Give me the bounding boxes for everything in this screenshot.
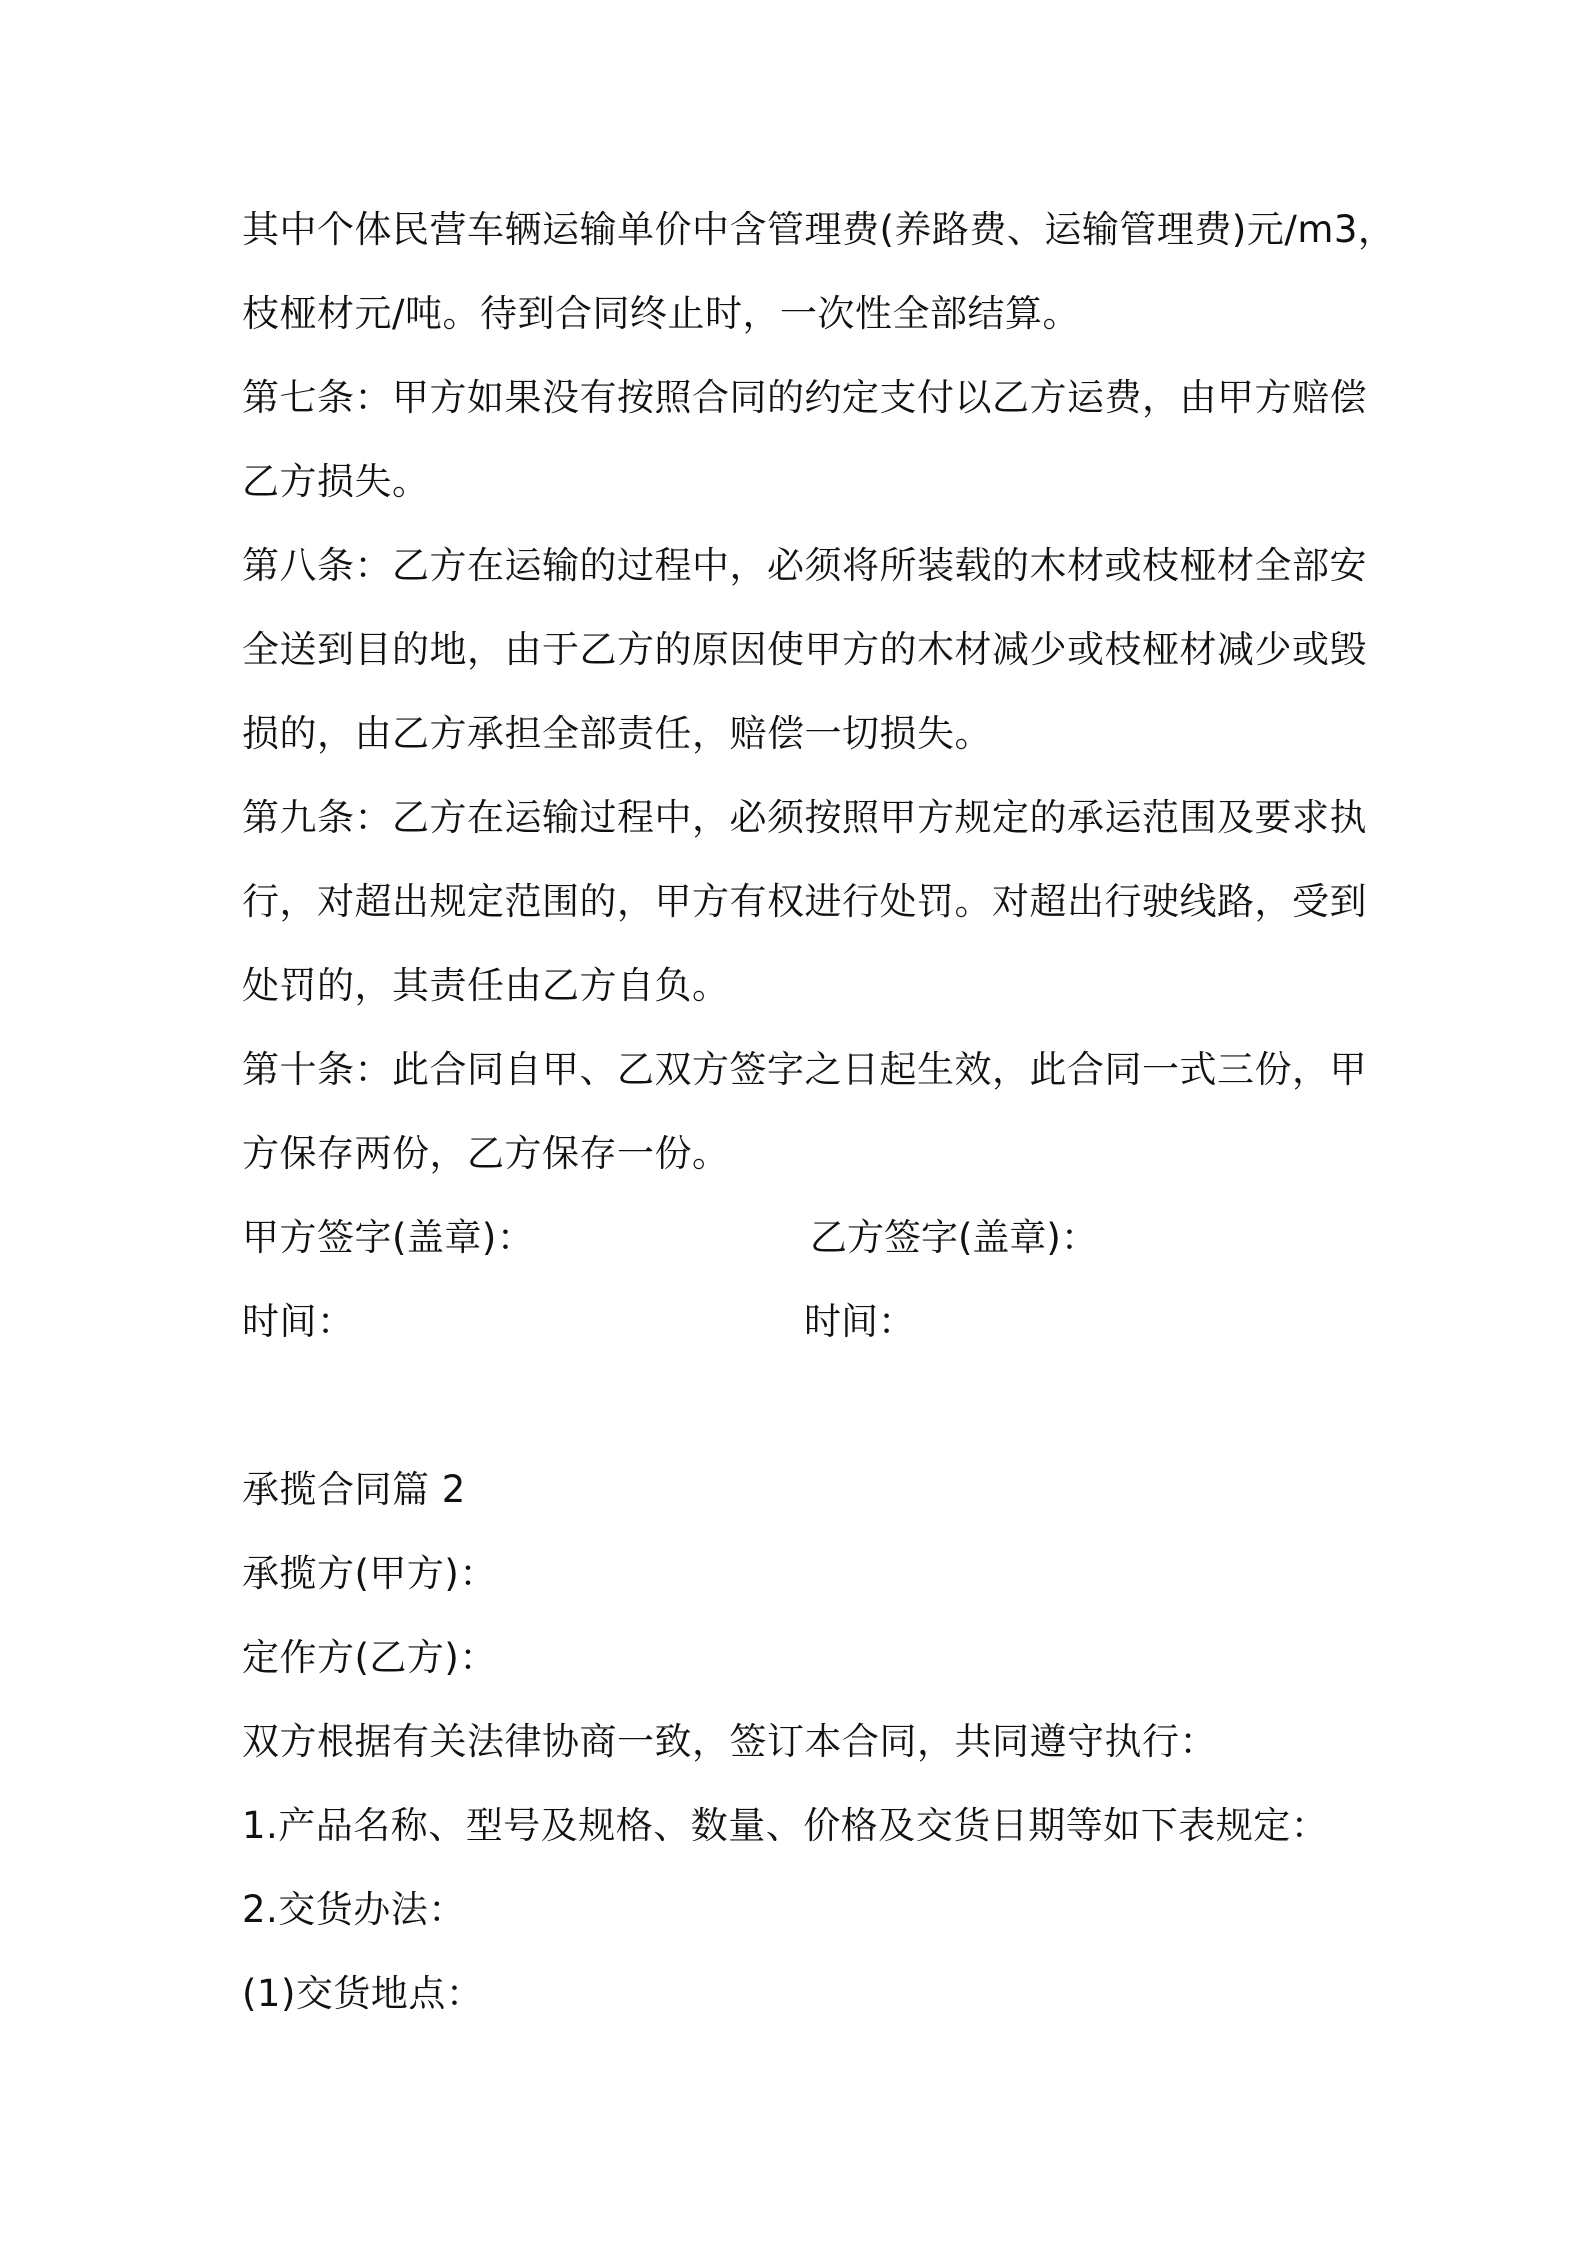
orderer-party-b-label: 定作方(乙方)： bbox=[242, 1636, 497, 1679]
clause-2-1-delivery-location: (1)交货地点： bbox=[242, 1972, 484, 2015]
party-b-time-label: 时间： bbox=[804, 1300, 915, 1343]
contract2-title: 承揽合同篇 2 bbox=[242, 1468, 466, 1511]
contract2-preamble: 双方根据有关法律协商一致，签订本合同，共同遵守执行： bbox=[242, 1720, 1217, 1763]
party-b-signature-label: 乙方签字(盖章)： bbox=[810, 1216, 1098, 1259]
contractor-party-a-label: 承揽方(甲方)： bbox=[242, 1552, 497, 1595]
clause-1-products: 1.产品名称、型号及规格、数量、价格及交货日期等如下表规定： bbox=[242, 1804, 1329, 1847]
article-7-line-1: 第七条：甲方如果没有按照合同的约定支付以乙方运费，由甲方赔偿 bbox=[242, 376, 1367, 419]
clause-2-delivery: 2.交货办法： bbox=[242, 1888, 466, 1931]
article-9-line-2: 行，对超出规定范围的，甲方有权进行处罚。对超出行驶线路，受到 bbox=[242, 880, 1367, 923]
party-a-signature-label: 甲方签字(盖章)： bbox=[242, 1216, 535, 1259]
article-10-line-2: 方保存两份，乙方保存一份。 bbox=[242, 1132, 730, 1175]
party-a-time-label: 时间： bbox=[242, 1300, 355, 1343]
article-8-line-3: 损的，由乙方承担全部责任，赔偿一切损失。 bbox=[242, 712, 992, 755]
article-8-line-1: 第八条：乙方在运输的过程中，必须将所装载的木材或枝桠材全部安 bbox=[242, 544, 1367, 587]
article-10-line-1: 第十条：此合同自甲、乙双方签字之日起生效，此合同一式三份，甲 bbox=[242, 1048, 1367, 1091]
article-8-line-2: 全送到目的地，由于乙方的原因使甲方的木材减少或枝桠材减少或毁 bbox=[242, 628, 1367, 671]
article-9-line-1: 第九条：乙方在运输过程中，必须按照甲方规定的承运范围及要求执 bbox=[242, 796, 1367, 839]
article-7-line-2: 乙方损失。 bbox=[242, 460, 430, 503]
contract1-line-1: 其中个体民营车辆运输单价中含管理费(养路费、运输管理费)元/m3， bbox=[242, 208, 1396, 251]
contract1-line-2: 枝桠材元/吨。待到合同终止时，一次性全部结算。 bbox=[242, 292, 1080, 335]
article-9-line-3: 处罚的，其责任由乙方自负。 bbox=[242, 964, 730, 1007]
